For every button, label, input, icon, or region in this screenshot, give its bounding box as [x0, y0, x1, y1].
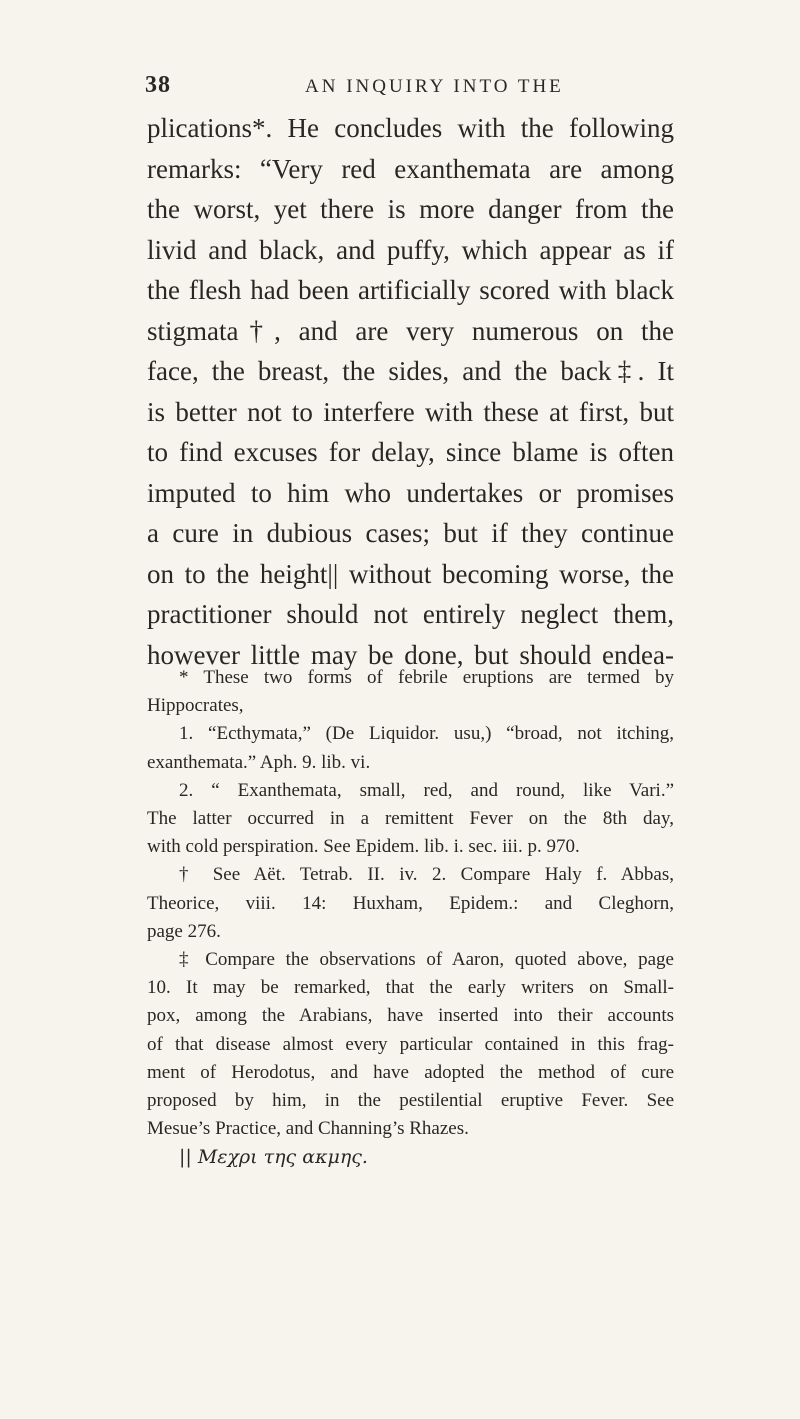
footnote-line: proposed by him, in the pestilential eruptive Fever. See	[147, 1090, 674, 1112]
body-line: a cure in dubious cases; but if they continue	[147, 518, 674, 548]
footnote-line: † See Aët. Tetrab. II. iv. 2. Compare Haly f. Abbas,	[179, 864, 674, 886]
body-line: the flesh had been artificially scored with black	[147, 275, 674, 305]
body-line: stigmata†, and are very numerous on the	[147, 315, 674, 346]
body-line: face, the breast, the sides, and the back‡. It	[147, 356, 674, 386]
footnote-line: * These two forms of febrile eruptions are termed by	[179, 667, 674, 688]
footnote-line: exanthemata.” Aph. 9. lib. vi.	[147, 751, 371, 773]
footnote-line: The latter occurred in a remittent Fever on the 8th day,	[147, 808, 674, 830]
body-text	[147, 108, 674, 675]
footnote-line: 1. “Ecthymata,” (De Liquidor. usu,) “broad, not itching,	[179, 723, 674, 745]
footnote-line: 10. It may be remarked, that the early writers on Small-	[147, 977, 674, 999]
body-line: on to the height|| without becoming worse, the	[147, 558, 674, 589]
body-line: to find excuses for delay, since blame is often	[147, 437, 674, 467]
body-line: remarks: “Very red exanthemata are among	[147, 153, 674, 184]
footnote-line: of that disease almost every particular contained in this frag-	[147, 1033, 674, 1055]
footnote-line: Theorice, viii. 14: Huxham, Epidem.: and Cleghorn,	[147, 892, 674, 914]
running-title: AN INQUIRY INTO THE	[305, 76, 564, 97]
body-line: practitioner should not entirely neglect them,	[147, 599, 674, 629]
running-head	[145, 72, 665, 102]
body-line: however little may be done, but should endea-	[147, 639, 674, 670]
footnote-line-greek: || Μεχρι της ακμης.	[179, 1146, 368, 1169]
footnote-line: page 276.	[147, 920, 221, 942]
footnote-line: 2. “ Exanthemata, small, red, and round, like Vari.”	[179, 779, 674, 801]
body-line: the worst, yet there is more danger from the	[147, 194, 674, 224]
footnote-line: with cold perspiration. See Epidem. lib. i. sec. iii. p. 970.	[147, 836, 580, 858]
footnotes	[147, 664, 674, 1172]
body-line: livid and black, and puffy, which appear as if	[147, 234, 674, 265]
body-line: imputed to him who undertakes or promises	[147, 477, 674, 508]
footnote-line: ment of Herodotus, and have adopted the method of cure	[147, 1061, 674, 1083]
body-line: is better not to interfere with these at first, but	[147, 396, 674, 427]
footnote-line: ‡ Compare the observations of Aaron, quoted above, page	[179, 949, 674, 971]
footnote-line: Hippocrates,	[147, 695, 244, 717]
body-line: plications*. He concludes with the following	[147, 113, 674, 143]
footnote-line: pox, among the Arabians, have inserted into their accounts	[147, 1005, 674, 1027]
page-number: 38	[145, 72, 171, 98]
footnote-line: Mesue’s Practice, and Channing’s Rhazes.	[147, 1118, 469, 1140]
